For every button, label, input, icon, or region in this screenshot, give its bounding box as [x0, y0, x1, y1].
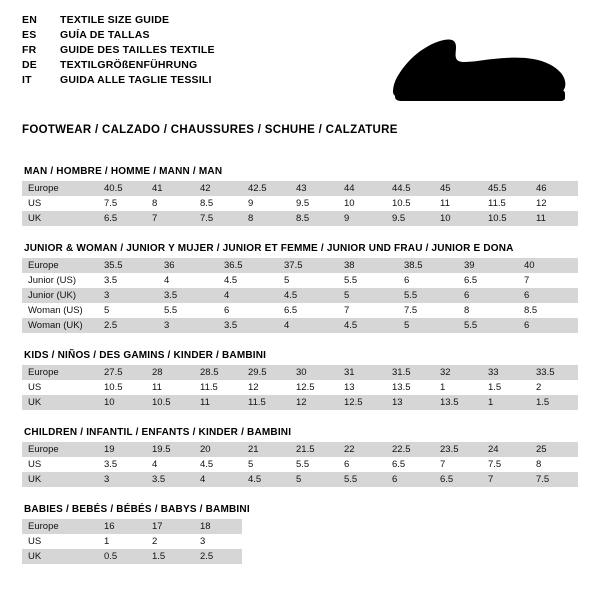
cell: 5.5: [338, 273, 398, 288]
row-label: Junior (US): [22, 273, 98, 288]
cell: 19.5: [146, 442, 194, 457]
cell: 27.5: [98, 365, 146, 380]
section-title: CHILDREN / INFANTIL / ENFANTS / KINDER / BAMBINI: [24, 427, 292, 438]
row-label: Woman (UK): [22, 318, 98, 333]
cell: 6.5: [278, 303, 338, 318]
table-row: [22, 380, 578, 395]
cell-empty: [290, 549, 338, 564]
cell: 4: [158, 273, 218, 288]
cell: 29.5: [242, 365, 290, 380]
row-label: Europe: [22, 365, 98, 380]
language-title: TEXTILE SIZE GUIDE: [60, 14, 170, 26]
cell: 0.5: [98, 549, 146, 564]
cell-empty: [482, 549, 530, 564]
cell: 11: [434, 196, 482, 211]
table-row: [22, 273, 578, 288]
cell: 7: [338, 303, 398, 318]
table-row: [22, 472, 578, 487]
row-label: Woman (US): [22, 303, 98, 318]
cell: 25: [530, 442, 578, 457]
cell: 13.5: [434, 395, 482, 410]
language-row: [22, 59, 215, 74]
language-code: ES: [22, 29, 37, 41]
cell: 7.5: [398, 303, 458, 318]
language-title: GUIDE DES TAILLES TEXTILE: [60, 44, 215, 56]
cell-empty: [386, 534, 434, 549]
language-title: TEXTILGRÖßENFÜHRUNG: [60, 59, 198, 71]
cell-empty: [338, 519, 386, 534]
size-table-kids: [22, 365, 578, 410]
cell: 10.5: [386, 196, 434, 211]
cell: 2.5: [194, 549, 242, 564]
cell: 40.5: [98, 181, 146, 196]
row-label: Europe: [22, 258, 98, 273]
cell: 19: [98, 442, 146, 457]
cell: 24: [482, 442, 530, 457]
cell-empty: [338, 549, 386, 564]
cell: 41: [146, 181, 194, 196]
cell: 2: [530, 380, 578, 395]
language-code: FR: [22, 44, 37, 56]
cell: 45.5: [482, 181, 530, 196]
cell: 28: [146, 365, 194, 380]
cell: 17: [146, 519, 194, 534]
section-junior-woman: [22, 243, 578, 333]
row-label: US: [22, 534, 98, 549]
cell: 7.5: [482, 457, 530, 472]
cell: 7: [518, 273, 578, 288]
cell-empty: [290, 534, 338, 549]
table-row: [22, 395, 578, 410]
size-table-children: [22, 442, 578, 487]
cell: 8.5: [194, 196, 242, 211]
cell: 5.5: [158, 303, 218, 318]
row-label: Europe: [22, 519, 98, 534]
table-row: [22, 534, 578, 549]
cell-empty: [386, 519, 434, 534]
section-man: [22, 166, 578, 226]
cell: 12: [290, 395, 338, 410]
row-label: US: [22, 380, 98, 395]
cell: 6: [518, 318, 578, 333]
cell: 13: [338, 380, 386, 395]
section-title: MAN / HOMBRE / HOMME / MANN / MAN: [24, 166, 223, 177]
cell: 5: [338, 288, 398, 303]
cell: 11: [530, 211, 578, 226]
language-row: [22, 14, 215, 29]
row-label: UK: [22, 211, 98, 226]
cell-empty: [434, 534, 482, 549]
cell: 10.5: [146, 395, 194, 410]
cell: 3.5: [158, 288, 218, 303]
cell: 1: [98, 534, 146, 549]
cell: 32: [434, 365, 482, 380]
language-code: IT: [22, 74, 32, 86]
cell: 2.5: [98, 318, 158, 333]
cell: 8: [530, 457, 578, 472]
cell: 1.5: [146, 549, 194, 564]
cell-empty: [434, 549, 482, 564]
row-label: Junior (UK): [22, 288, 98, 303]
cell: 7.5: [98, 196, 146, 211]
cell: 1: [434, 380, 482, 395]
section-babies: [22, 504, 578, 564]
cell: 36.5: [218, 258, 278, 273]
row-label: UK: [22, 395, 98, 410]
cell: 6.5: [386, 457, 434, 472]
cell: 20: [194, 442, 242, 457]
cell-empty: [530, 534, 578, 549]
cell: 3: [98, 288, 158, 303]
cell: 6: [458, 288, 518, 303]
cell: 31: [338, 365, 386, 380]
cell-empty: [290, 519, 338, 534]
cell: 4: [218, 288, 278, 303]
table-row: [22, 288, 578, 303]
cell-empty: [242, 534, 290, 549]
cell: 10: [98, 395, 146, 410]
cell: 9: [338, 211, 386, 226]
row-label: Europe: [22, 442, 98, 457]
cell: 1: [482, 395, 530, 410]
language-row: [22, 44, 215, 59]
cell: 12.5: [338, 395, 386, 410]
cell: 46: [530, 181, 578, 196]
cell-empty: [530, 549, 578, 564]
cell: 5: [290, 472, 338, 487]
cell: 5.5: [458, 318, 518, 333]
row-label: UK: [22, 549, 98, 564]
cell-empty: [386, 549, 434, 564]
cell: 4.5: [278, 288, 338, 303]
cell: 11: [146, 380, 194, 395]
cell: 3: [98, 472, 146, 487]
cell: 12: [530, 196, 578, 211]
cell: 33.5: [530, 365, 578, 380]
cell: 7: [146, 211, 194, 226]
table-row: [22, 181, 578, 196]
table-row: [22, 258, 578, 273]
cell: 8: [458, 303, 518, 318]
dress-shoe-icon: [385, 30, 570, 110]
language-code: EN: [22, 14, 37, 26]
cell: 5: [398, 318, 458, 333]
cell: 21.5: [290, 442, 338, 457]
row-label: UK: [22, 472, 98, 487]
cell: 4: [278, 318, 338, 333]
language-row: [22, 29, 215, 44]
cell: 31.5: [386, 365, 434, 380]
cell: 44.5: [386, 181, 434, 196]
table-row: [22, 196, 578, 211]
table-row: [22, 549, 578, 564]
cell-empty: [338, 534, 386, 549]
cell: 5: [242, 457, 290, 472]
cell: 3.5: [98, 273, 158, 288]
table-row: [22, 318, 578, 333]
cell: 43: [290, 181, 338, 196]
cell: 12: [242, 380, 290, 395]
cell: 42.5: [242, 181, 290, 196]
cell: 11.5: [482, 196, 530, 211]
row-label: US: [22, 196, 98, 211]
cell: 4: [146, 457, 194, 472]
table-row: [22, 365, 578, 380]
cell: 3.5: [146, 472, 194, 487]
cell-empty: [530, 519, 578, 534]
language-title: GUIDA ALLE TAGLIE TESSILI: [60, 74, 212, 86]
cell: 22: [338, 442, 386, 457]
size-table-babies: [22, 519, 578, 564]
cell: 7: [482, 472, 530, 487]
cell: 9: [242, 196, 290, 211]
size-table-man: [22, 181, 578, 226]
row-label: US: [22, 457, 98, 472]
cell: 42: [194, 181, 242, 196]
cell: 8.5: [290, 211, 338, 226]
section-kids: [22, 350, 578, 410]
cell: 6.5: [434, 472, 482, 487]
cell-empty: [482, 519, 530, 534]
table-row: [22, 457, 578, 472]
cell: 3.5: [98, 457, 146, 472]
cell: 28.5: [194, 365, 242, 380]
cell: 44: [338, 181, 386, 196]
cell: 22.5: [386, 442, 434, 457]
cell: 11.5: [194, 380, 242, 395]
cell: 6: [218, 303, 278, 318]
cell: 7: [434, 457, 482, 472]
cell: 8.5: [518, 303, 578, 318]
cell: 30: [290, 365, 338, 380]
cell: 11.5: [242, 395, 290, 410]
section-title: JUNIOR & WOMAN / JUNIOR Y MUJER / JUNIOR ET FEMME / JUNIOR UND FRAU / JUNIOR E DONA: [24, 243, 514, 254]
size-table-junior-woman: [22, 258, 578, 333]
cell: 5.5: [338, 472, 386, 487]
cell: 10: [338, 196, 386, 211]
cell: 7.5: [530, 472, 578, 487]
cell: 2: [146, 534, 194, 549]
cell: 4.5: [218, 273, 278, 288]
cell: 23.5: [434, 442, 482, 457]
cell: 1.5: [530, 395, 578, 410]
cell: 1.5: [482, 380, 530, 395]
page-header: [22, 14, 578, 110]
cell: 6: [518, 288, 578, 303]
cell: 18: [194, 519, 242, 534]
cell: 8: [146, 196, 194, 211]
cell: 10: [434, 211, 482, 226]
cell: 35.5: [98, 258, 158, 273]
cell: 38: [338, 258, 398, 273]
row-label: Europe: [22, 181, 98, 196]
table-row: [22, 442, 578, 457]
cell: 5: [278, 273, 338, 288]
cell: 36: [158, 258, 218, 273]
cell: 4.5: [194, 457, 242, 472]
cell: 5.5: [290, 457, 338, 472]
category-heading: FOOTWEAR / CALZADO / CHAUSSURES / SCHUHE / CALZATURE: [22, 124, 398, 136]
cell: 9.5: [290, 196, 338, 211]
language-title-list: [22, 14, 215, 89]
cell: 37.5: [278, 258, 338, 273]
cell-empty: [242, 549, 290, 564]
cell: 6: [338, 457, 386, 472]
cell: 6.5: [98, 211, 146, 226]
cell: 33: [482, 365, 530, 380]
cell-empty: [482, 534, 530, 549]
cell: 9.5: [386, 211, 434, 226]
cell: 5: [98, 303, 158, 318]
section-children: [22, 427, 578, 487]
cell: 5.5: [398, 288, 458, 303]
cell: 3.5: [218, 318, 278, 333]
cell: 39: [458, 258, 518, 273]
cell: 3: [158, 318, 218, 333]
cell: 10.5: [98, 380, 146, 395]
cell: 6: [398, 273, 458, 288]
cell: 7.5: [194, 211, 242, 226]
table-row: [22, 519, 578, 534]
cell: 13.5: [386, 380, 434, 395]
cell-empty: [434, 519, 482, 534]
cell: 38.5: [398, 258, 458, 273]
language-row: [22, 74, 215, 89]
cell: 3: [194, 534, 242, 549]
cell: 13: [386, 395, 434, 410]
cell: 6.5: [458, 273, 518, 288]
table-row: [22, 211, 578, 226]
language-title: GUÍA DE TALLAS: [60, 29, 150, 41]
cell: 40: [518, 258, 578, 273]
cell: 21: [242, 442, 290, 457]
cell: 10.5: [482, 211, 530, 226]
cell: 8: [242, 211, 290, 226]
section-title: KIDS / NIÑOS / DES GAMINS / KINDER / BAMBINI: [24, 350, 267, 361]
cell: 16: [98, 519, 146, 534]
cell: 11: [194, 395, 242, 410]
cell: 4.5: [242, 472, 290, 487]
cell: 4.5: [338, 318, 398, 333]
cell: 12.5: [290, 380, 338, 395]
cell: 6: [386, 472, 434, 487]
cell: 45: [434, 181, 482, 196]
section-title: BABIES / BEBÉS / BÉBÉS / BABYS / BAMBINI: [24, 504, 250, 515]
cell: 4: [194, 472, 242, 487]
cell-empty: [242, 519, 290, 534]
language-code: DE: [22, 59, 37, 71]
table-row: [22, 303, 578, 318]
